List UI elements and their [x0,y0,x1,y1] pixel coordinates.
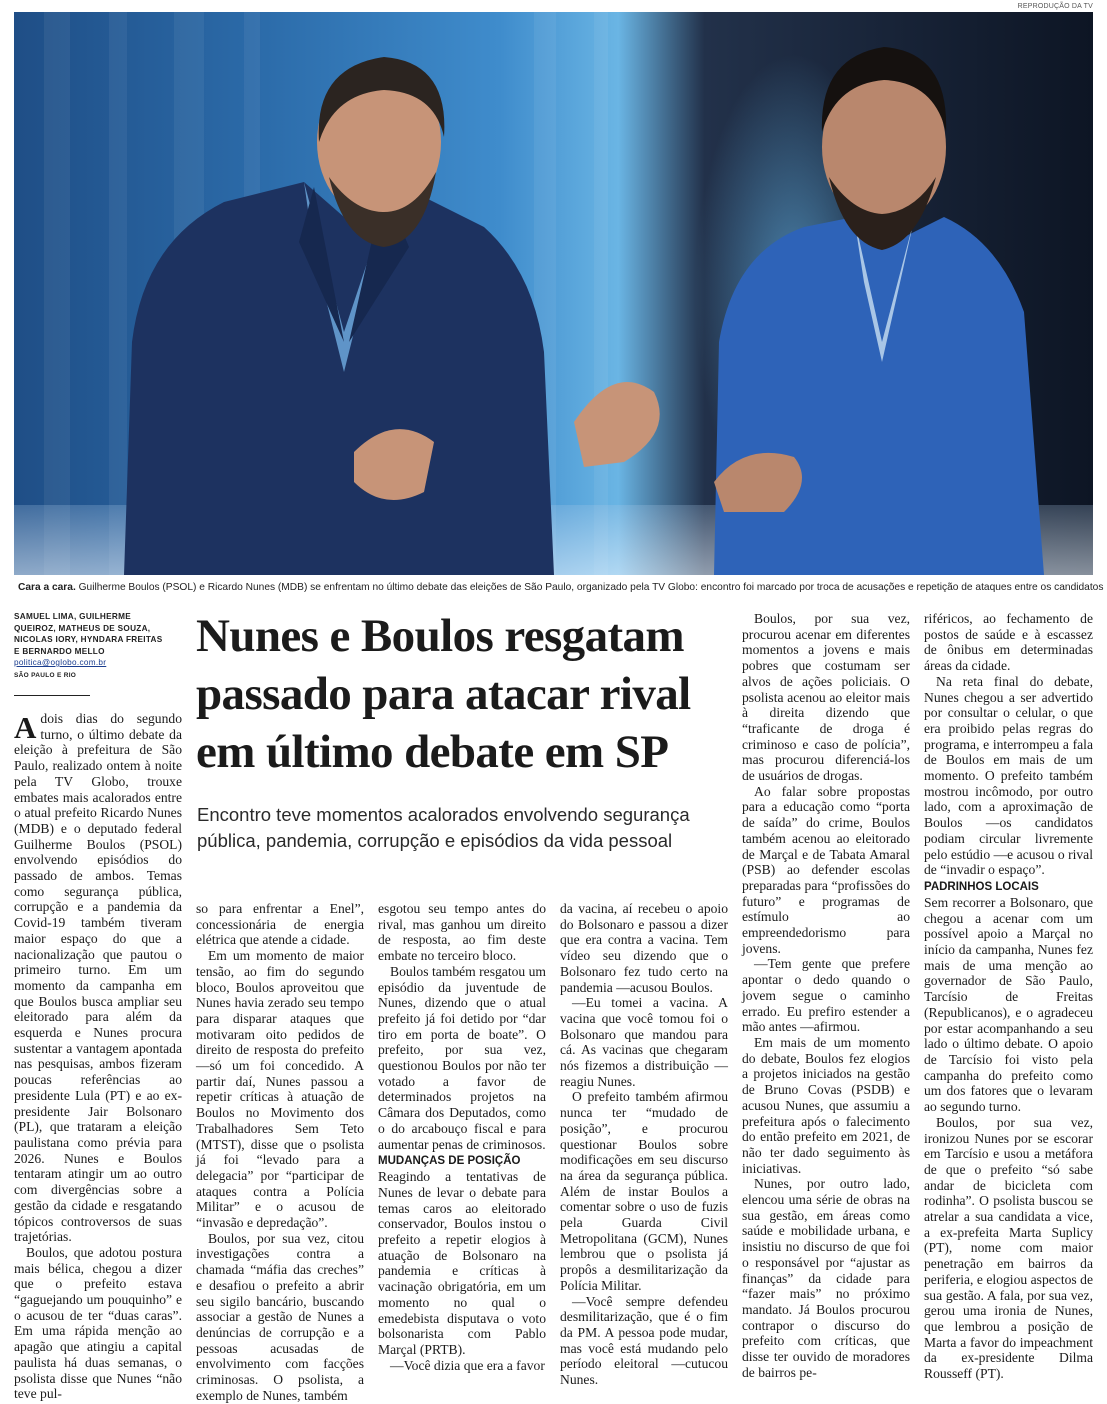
paragraph: Boulos também resgatou um episódio da juventude de Nunes, dizendo que o atual prefeito já foi detido por “dar tiro em porta de boate”. O prefeito, por sua vez, questionou Boulos por não ter votado a favor de determinados projetos na Câmara dos Deputados, como o do arcabouço fiscal e para aumentar penas de criminosos. [378,963,546,1152]
byline-names-4: E BERNARDO MELLO [14,646,105,656]
byline-email-link[interactable]: politica@oglobo.com.br [14,658,107,667]
paragraph: Em mais de um momento do debate, Boulos fez elogios a projetos iniciados na gestão de Bruno Covas (PSDB) e acusou Nunes, que assumiu a prefeitura após o falecimento do então prefeito em 2021, de não ter dado seguimento às iniciativas. [742,1034,910,1176]
article-column-3 [378,901,546,1373]
deck: Encontro teve momentos acalorados envolvendo segurança pública, pandemia, corrupção e episódios da vida pessoal [197,804,690,851]
headline: Nunes e Boulos resgatam passado para atacar rival em último debate em SP [196,610,691,778]
paragraph: so para enfrentar a Enel”, concessionária de energia elétrica que atende a cidade. [196,901,364,948]
article-column-2 [196,901,364,1404]
paragraph: Boulos, que adotou postura mais bélica, chegou a dizer que o prefeito estava “gaguejando um pouquinho” e o acusou de ter “duas caras”. Em uma rápida menção ao apagão que atingiu a capital paulista há duas semanas, o psolista disse que Nunes “não teve pul- [14,1244,182,1402]
paragraph: —Você sempre defendeu desmilitarização, que é o fim da PM. A pessoa pode mudar, mas você está mudando pelo período eleitoral —cutucou Nunes. [560,1293,728,1388]
paragraph: —Tem gente que prefere apontar o dedo quando o jovem segue o caminho errado. Eu prefiro estender a mão antes —afirmou. [742,956,910,1035]
paragraph: Ao falar sobre propostas para a educação como “porta de saída” do crime, Boulos também acenou ao eleitorado de Marçal e de Tabata Amaral (PSB) ao defender escolas preparadas para “profissões do futuro” e programas de estímulo ao empreendedorismo para jovens. [742,783,910,956]
caption-lead: Cara a cara. [18,582,76,593]
paragraph: —Você dizia que era a favor [390,1357,545,1373]
byline [14,611,186,681]
byline-city: SÃO PAULO E RIO [14,671,77,679]
article-column-6 [924,611,1093,1382]
photo-credit: REPRODUÇÃO DA TV [1017,3,1093,10]
paragraph: Na reta final do debate, Nunes chegou a ser advertido por consultar o celular, o que era proibido pelas regras do programa, e interrompeu a fala de Boulos em mais de um momento. O prefeito também mostrou incômodo, por outro lado, com a aproximação de Boulos —os candidatos podiam circular livremente pelo estúdio —e acusou o rival de “invadir o espaço”. [924,673,1093,878]
paragraph: Boulos, por sua vez, ironizou Nunes por se escorar em Tarcísio e usou a metáfora de que o prefeito “só sabe andar de bicicleta com rodinha”. O psolista buscou se atrelar a sua candidata a vice, a ex-prefeita Marta Suplicy (PT), nome com maior penetração em bairros da periferia, e elogiou aspectos de sua gestão. A fala, por sua vez, gerou uma ironia de Nunes, que lembrou a posição de Marta a favor do impeachment da ex-presidente Dilma Rousseff (PT). [924,1114,1093,1382]
paragraph: riféricos, ao fechamento de postos de saúde e à escassez de ônibus em determinadas áreas da cidade. [924,611,1093,674]
byline-names-2: QUEIROZ, MATHEUS DE SOUZA, [14,623,151,633]
paragraph: O prefeito também afirmou nunca ter “mudado de posição”, e procurou questionar Boulos sobre modificações em seu discurso na área da segurança pública. Além de instar Boulos a comentar sobre o uso de fuzis pela Guarda Civil Metropolitana (GCM), Nunes lembrou que o psolista já propôs a desmilitarização da Polícia Militar. [560,1089,728,1293]
article-column-1 [14,711,182,1402]
paragraph: Reagindo a tentativas de Nunes de levar o debate para temas caros ao eleitorado conservador, Boulos instou o prefeito a repetir elogios à atuação de Bolsonaro na pandemia e críticas à vacinação obrigatória, em um momento no qual o emedebista disputava o voto bolsonarista com Pablo Marçal (PRTB). [378,1169,546,1357]
photo-caption [18,582,1104,593]
paragraph-text: dois dias do segundo turno, o último debate da eleição à prefeitura de São Paulo, realizado ontem à noite pela TV Globo, trouxe embates mais acalorados entre o atual prefeito Ricardo Nunes (MDB) e o deputado federal Guilherme Boulos (PSOL) envolvendo episódios do passado de ambos. Temas como segurança pública, corrupção e a pandemia da Covid-19 também tiveram maior espaço do que a nacionalização que pautou o primeiro turno. Em um momento da campanha em que Boulos busca ampliar seu eleitorado para além da esquerda e Nunes procura sustentar a vantagem apontada nas pesquisas, ambos fizeram poucas referências ao presidente Lula (PT) e ao ex-presidente Jair Bolsonaro (PL), que trataram a eleição paulistana como prévia para 2026. Nunes e Boulos tentaram atingir um ao outro com divergências sobre a gestão da cidade e resgatando tópicos controversos de suas trajetórias. [14,711,182,1245]
byline-names-3: NICOLAS IORY, HYNDARA FREITAS [14,635,163,644]
paragraph: —Eu tomei a vacina. A vacina que você tomou foi o Bolsonaro que mandou para cá. As vacinas que chegaram nós fizemos a distribuição —reagiu Nunes. [560,995,728,1089]
article-column-5 [742,611,910,1380]
dropcap: A [14,710,37,745]
article-column-4 [560,901,728,1388]
paragraph: esgotou seu tempo antes do rival, mas ganhou um direito de resposta, ao fim deste embate no terceiro bloco. [378,901,546,964]
paragraph: Nunes, por outro lado, elencou uma série de obras na sua gestão, em áreas como saúde e mobilidade urbana, e insistiu no discurso de que foi o responsável por “ajustar as finanças” da cidade para “fazer mais” no próximo mandato. Já Boulos procurou contrapor o discurso do prefeito com críticas, que disse ter ouvido de moradores de bairros pe- [742,1176,910,1380]
paragraph: da vacina, aí recebeu o apoio do Bolsonaro e passou a dizer que era contra a vacina. Tem vídeo seu dizendo que o Bolsonaro fez tudo certo na pandemia —acusou Boulos. [560,901,728,995]
subhead-mudancas: MUDANÇAS DE POSIÇÃO [378,1155,521,1168]
paragraph: Boulos, por sua vez, procurou acenar em diferentes momentos a jovens e mais pobres que costumam ser alvos de ações policiais. O psolista acenou ao eleitor mais à direita dizendo que “traficante de droga é criminoso e caso de polícia”, mas procurou diferenciá-los de usuários de drogas. [742,611,910,784]
paragraph: Boulos, por sua vez, citou investigações contra a chamada “máfia das creches” e desafiou o prefeito a abrir seu sigilo bancário, buscando associar a gestão de Nunes a denúncias de corrupção e a pessoas acusadas de envolvimento com facções criminosas. O psolista, a exemplo de Nunes, também [196,1230,364,1403]
byline-divider [14,695,90,696]
debate-photo [14,12,1093,575]
byline-names-1: SAMUEL LIMA, GUILHERME [14,612,131,621]
paragraph [14,711,182,1245]
paragraph: Em um momento de maior tensão, ao fim do segundo bloco, Boulos aproveitou que Nunes havia zerado seu tempo para disparar ataques que motivaram oito pedidos de direito de resposta do prefeito —só um foi concedido. A partir daí, Nunes passou a repetir críticas à atuação de Boulos no Movimento dos Trabalhadores Sem Teto (MTST), disse que o psolista já foi “levado para a delegacia” por “participar de ataques contra a Polícia Militar” e o acusou de “invasão e depredação”. [196,948,364,1231]
caption-text: Guilherme Boulos (PSOL) e Ricardo Nunes (MDB) se enfrentam no último debate das eleições de São Paulo, organizado pela TV Globo: encontro foi marcado por troca de acusações e repetição de ataques entre os candidatos [75,582,1104,593]
subhead-padrinhos: PADRINHOS LOCAIS [924,880,1039,893]
paragraph: Sem recorrer a Bolsonaro, que chegou a acenar com um possível apoio a Marçal no início da campanha, Nunes fez mais de uma menção ao governador de São Paulo, Tarcísio de Freitas (Republicanos), e o agradeceu por estar acompanhando a seu lado o último debate. O apoio de Tarcísio foi visto pela campanha do prefeito como um dos fatores que o levaram ao segundo turno. [924,894,1093,1115]
